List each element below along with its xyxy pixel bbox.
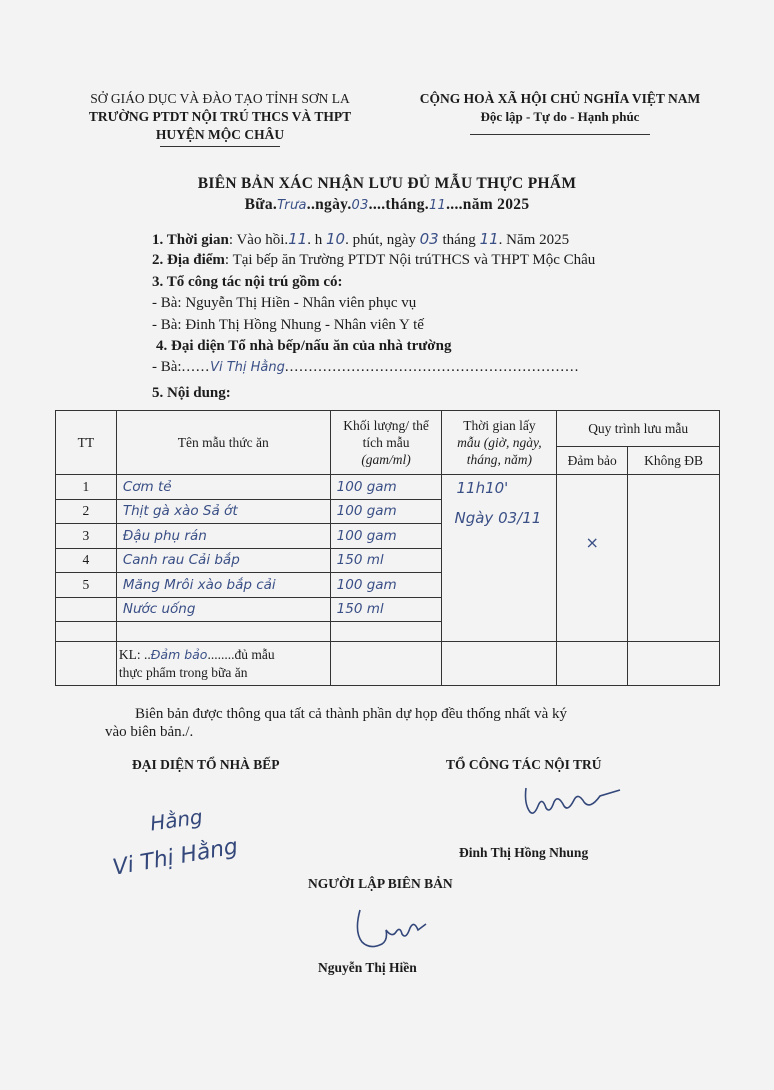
row-food-name: Nước uống [116, 597, 330, 622]
header-right-underline [470, 134, 650, 135]
month-label: ....tháng. [368, 196, 429, 213]
header-dept: SỞ GIÁO DỤC VÀ ĐÀO TẠO TỈNH SƠN LA [90, 91, 350, 106]
empty-cell [116, 622, 330, 642]
row-weight: 100 gam [330, 524, 442, 549]
time-text-a: : Vào hồi. [228, 232, 289, 248]
header-weight-b: tích mẫu [362, 435, 410, 450]
header-district: HUYỆN MỘC CHÂU [155, 127, 285, 142]
empty-cell [628, 642, 720, 686]
ok-mark: × [585, 533, 599, 552]
not-ok-cell [628, 475, 720, 642]
empty-cell [330, 642, 442, 686]
section-location-label: 2. Địa điểm [152, 252, 225, 268]
kitchen-rep-name: Vi Thị Hằng [210, 360, 285, 375]
header-food-name: Tên mẫu thức ăn [116, 411, 330, 475]
row-weight: 100 gam [330, 573, 442, 598]
section-time-label: 1. Thời gian [152, 232, 229, 248]
closing-line-2: vào biên bản./. [105, 724, 194, 740]
time-day: 03 [419, 230, 439, 248]
row-weight: 150 ml [330, 548, 442, 573]
dots: ...... [181, 359, 211, 375]
row-tt [56, 597, 117, 622]
committee-member-2: - Bà: Đinh Thị Hồng Nhung - Nhân viên Y tế [152, 317, 424, 333]
row-tt: 3 [56, 524, 117, 549]
month-value: 11 [428, 198, 447, 213]
sample-time-date: Ngày 03/11 [454, 509, 542, 527]
section-time [152, 229, 569, 251]
day-label: ..ngày. [306, 196, 352, 213]
header-republic: CỘNG HOÀ XÃ HỘI CHỦ NGHĨA VIỆT NAM [419, 91, 701, 106]
time-minute: 10 [325, 230, 346, 248]
writer-signer-name: Nguyễn Thị Hiền [318, 960, 417, 975]
time-hour: 11 [288, 230, 308, 248]
kitchen-signature-short: Hằng [148, 804, 205, 836]
row-weight: 150 ml [330, 597, 442, 622]
ok-cell [557, 475, 628, 642]
row-food-name: Canh rau Cải bắp [116, 548, 330, 573]
writer-signature [352, 906, 432, 952]
meal-label: Bữa. [244, 196, 278, 213]
header-time-b: mẫu (giờ, ngày, [457, 435, 542, 450]
header-motto: Độc lập - Tự do - Hạnh phúc [480, 109, 640, 124]
row-weight: 100 gam [330, 475, 442, 500]
conclusion-label: KL: .. [118, 646, 151, 662]
empty-cell [330, 622, 442, 642]
empty-cell [56, 642, 117, 686]
row-food-name: Măng Mrôi xào bắp cải [116, 573, 330, 598]
conclusion-cell [116, 642, 330, 686]
conclusion-row [56, 642, 720, 686]
row-food-name: Thịt gà xào Sả ớt [116, 499, 330, 524]
section-location [152, 250, 595, 271]
time-text-d: tháng [438, 232, 480, 248]
header-process: Quy trình lưu mẫu [557, 411, 720, 447]
row-tt: 4 [56, 548, 117, 573]
header-school: TRƯỜNG PTDT NỘI TRÚ THCS VÀ THPT [88, 109, 352, 124]
header-weight-c: (gam/ml) [361, 452, 411, 467]
table-row [56, 475, 720, 500]
conclusion-line-2: thực phẩm trong bữa ăn [118, 664, 248, 680]
closing-line-1: Biên bản được thông qua tất cả thành phần dự họp đều thống nhất và ký [135, 706, 568, 722]
kitchen-signature-full: Vi Thị Hằng [110, 834, 240, 881]
empty-cell [442, 642, 557, 686]
header-time-c: tháng, năm) [466, 452, 533, 467]
time-text-e: . Năm 2025 [498, 232, 570, 248]
time-month: 11 [479, 230, 499, 248]
header-not-ok: Không ĐB [628, 447, 720, 475]
day-value: 03 [351, 198, 369, 213]
header-left [60, 90, 380, 144]
section-kitchen-label: 4. Đại diện Tổ nhà bếp/nấu ăn của nhà trường [156, 338, 452, 354]
header-weight [330, 411, 442, 475]
kitchen-rep-prefix: - Bà: [152, 359, 182, 375]
header-time-a: Thời gian lấy [463, 418, 536, 433]
empty-cell [56, 622, 117, 642]
row-tt: 5 [56, 573, 117, 598]
year-label: ....năm 2025 [446, 196, 530, 213]
row-weight: 100 gam [330, 499, 442, 524]
meal-value: Trưa [277, 198, 307, 213]
row-tt: 1 [56, 475, 117, 500]
header-left-underline [160, 146, 280, 147]
header-ok: Đảm bảo [557, 447, 628, 475]
time-text-b: . h [307, 232, 326, 248]
header-tt: TT [56, 411, 117, 475]
sample-time-hour: 11h10' [456, 479, 509, 497]
conclusion-rest: ........đủ mẫu [207, 646, 275, 662]
conclusion-line-1 [119, 646, 330, 664]
row-tt: 2 [56, 499, 117, 524]
document-subtitle [0, 196, 774, 214]
row-food-name: Đậu phụ rán [116, 524, 330, 549]
header-weight-a: Khối lượng/ thể [343, 418, 429, 433]
section-content-label: 5. Nội dung: [152, 385, 231, 401]
section-kitchen-rep [152, 357, 579, 378]
dots: .............................................................. [284, 359, 580, 375]
header-right [390, 90, 730, 126]
section-committee-label: 3. Tổ công tác nội trú gồm có: [152, 274, 343, 290]
food-sample-table [55, 410, 720, 686]
committee-member-1: - Bà: Nguyễn Thị Hiền - Nhân viên phục vụ [152, 295, 417, 311]
document-title: BIÊN BẢN XÁC NHẬN LƯU ĐỦ MẪU THỰC PHẨM [197, 175, 577, 192]
sample-time-cell [442, 475, 557, 642]
header-time [442, 411, 557, 475]
section-location-text: : Tại bếp ăn Trường PTDT Nội trúTHCS và THPT Mộc Châu [224, 252, 596, 268]
committee-signature [520, 782, 630, 822]
conclusion-value: Đảm bảo [150, 646, 208, 662]
row-food-name: Cơm tẻ [116, 475, 330, 500]
kitchen-signature-title: ĐẠI DIỆN TỔ NHÀ BẾP [132, 757, 280, 772]
writer-signature-title: NGƯỜI LẬP BIÊN BẢN [308, 876, 453, 891]
committee-signer-name: Đinh Thị Hồng Nhung [459, 845, 589, 860]
empty-cell [557, 642, 628, 686]
time-text-c: . phút, ngày [345, 232, 420, 248]
committee-signature-title: TỔ CÔNG TÁC NỘI TRÚ [446, 757, 602, 772]
